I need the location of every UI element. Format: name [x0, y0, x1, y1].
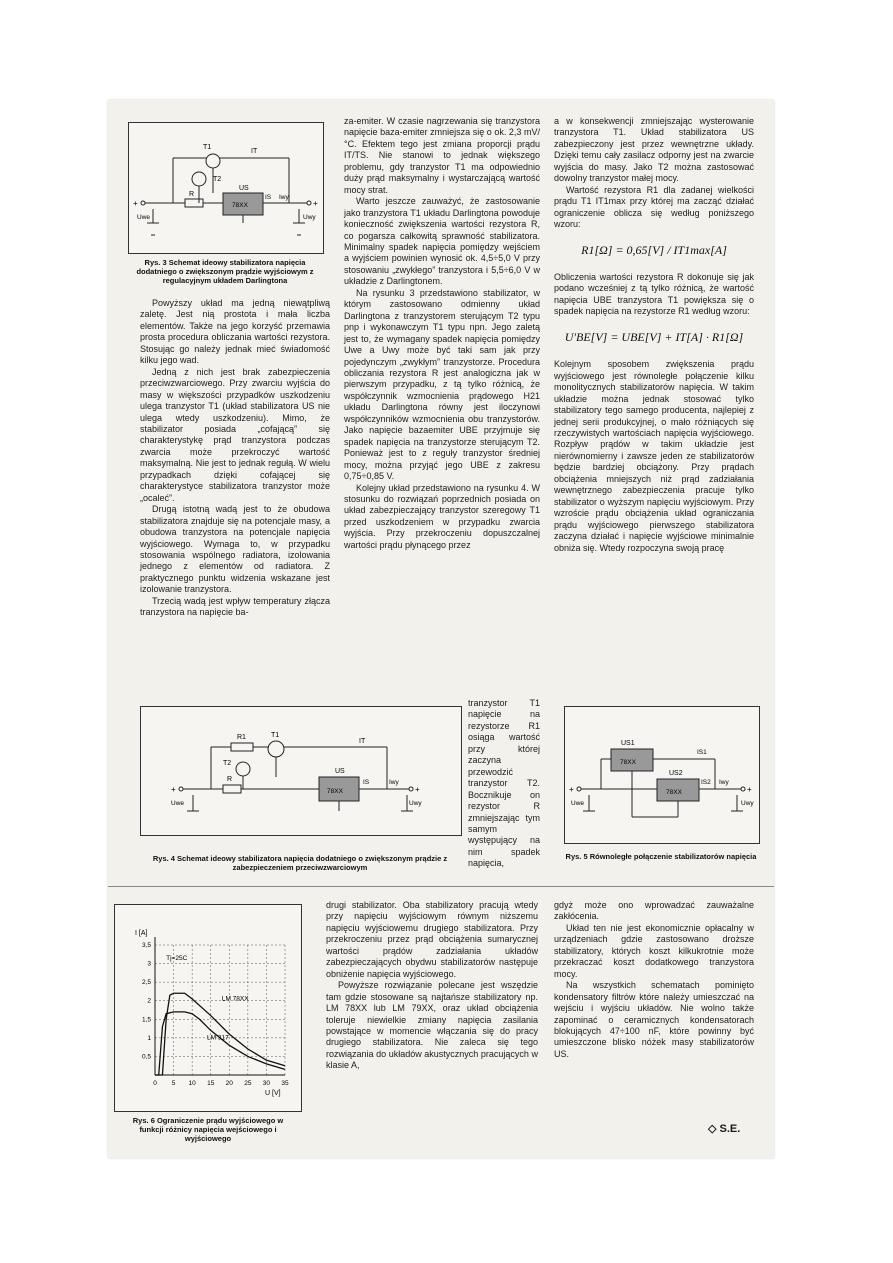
- formula-ube: U'BE[V] = UBE[V] + IT[A] · R1[Ω]: [564, 329, 744, 344]
- chart-x-tick-label: 10: [188, 1080, 196, 1087]
- fig3-label-uwy: Uwy: [303, 214, 316, 221]
- chart-x-tick-label: 15: [207, 1080, 215, 1087]
- col3-paragraph: Obliczenia wartości rezystora R dokonuje się jak podano wcześniej z tą tylko różnicą, że wartość napięcia UBE tranzystora T1 powiększa się o spadek napięcia na rezystorze R1 według wzoru:: [554, 271, 754, 317]
- fig4-label-it: IT: [359, 738, 366, 745]
- fig3-label-plus-in: +: [133, 199, 138, 208]
- fig4-label-r1: R1: [237, 734, 246, 741]
- figure-4: [140, 706, 462, 836]
- figure-6: [114, 904, 302, 1112]
- col2-paragraph: Na rysunku 3 przedstawiono stabilizator, w którym zastosowano odmienny układ Darlingtona z tranzystorem sterującym T2 typu pnp i wykonawczym T1 typu npn. Jego zaletą jest to, że wymagany spadek napięcia pomiędzy Uwe a Uwy może być taki sam jak przy pojedynczym „zwykłym” tranzystorze. Procedura obliczania rezystora R jest analogiczna jak w pierwszym przypadku, z tą tylko różnicą, że współczynnik wzmocnienia prądowego H21 układu Darlingtona równy jest iloczynowi współczynników wzmocnienia obu tranzystorów. Jako napięcie bazaemiter UBE przyjmuje się spadek napięcia na tranzystorze sterującym T2. Ponieważ jest to z reguły tranzystor średniej mocy, można przyjąć jego UBE z zakresu 0,75÷0,85 V.: [344, 287, 540, 482]
- chart-y-tick-label: 0,5: [141, 1053, 151, 1061]
- fig4-label-t2: T2: [223, 760, 232, 767]
- chart-y-tick-label: 1,5: [141, 1016, 151, 1024]
- col1-paragraph: Jedną z nich jest brak zabezpieczenia przeciwzwarciowego. Przy zwarciu wyjścia do masy w większości przypadków uszkodzeniu ulega tranzystor T1 (układ stabilizatora US nie ulega wtedy uszkodzeniu). Mimo, że stabilizator posiada „cofającą” się charakterystykę prąd tranzystora podczas zwarcia może przekroczyć wartość maksymalną. Nie jest to jednak regułą. W wielu przypadkach dzięki cofającej się charakterystyce stabilizatora tranzystor może „ocaleć”.: [140, 366, 330, 503]
- formula-r1: R1[Ω] = 0,65[V] / IT1max[A]: [581, 242, 727, 257]
- fig4-label-plus-in: +: [171, 785, 176, 794]
- fig4-label-t1: T1: [271, 732, 280, 739]
- section-divider: [108, 886, 774, 887]
- magazine-page: [108, 100, 774, 1158]
- fig3-label-is: IS: [265, 194, 272, 201]
- chart-x-tick-label: 35: [281, 1080, 289, 1087]
- figure-3-schematic: [129, 123, 323, 253]
- col1-paragraph: Drugą istotną wadą jest to że obudowa stabilizatora znajduje się na potencjale masy, a obudowa tranzystora na potencjale napięcia wyjściowego. Wymaga to, w przypadku stosowania wspólnego radiatora, izolowania jednego z elementów od radiatora. Z praktycznego punktu widzenia wskazane jest izolowanie tranzystora.: [140, 504, 330, 595]
- figure-4-schematic: [141, 707, 461, 835]
- col3-paragraph: Kolejnym sposobem zwiększenia prądu wyjściowego jest równoległe połączenie kilku monolitycznych stabilizatorów napięcia. W takim układzie można jednak stosować tylko stabilizatory tego samego producenta, najlepiej z jednej serii produkcyjnej, o mało różniących się rzeczywistych wartościach napięcia wyjściowego. Rozpływ prądów w takim układzie jest nierównomierny i zawsze jeden ze stabilizatorów będzie bardziej obciążony. Przy prądach obciążenia mniejszych niż prąd zadziałania wewnętrznego zabezpieczenia pracuje tylko stabilizator o wyższym napięciu wyjściowym. Przy wzroście prądu obciążenia układ ograniczania prądu wyjściowego pierwszego stabilizatora zaczyna działać i napięcie wyjściowe minimalnie obniża się. Wtedy rozpoczyna swoją pracę: [554, 359, 754, 553]
- col2-paragraph: za-emiter. W czasie nagrzewania się tranzystora napięcie baza-emiter zmniejsza się o ok. 2,3 mV/°C. Efektem tego jest zmiana proporcji prądu IT/TS. Nie stanowi to jednak większego problemu, gdy tranzystor T1 ma odpowiednio duży prąd maksymalny i wystarczającą wartość mocy strat.: [344, 116, 540, 195]
- chart-y-axis-label: I [A]: [135, 930, 148, 937]
- column-3: [554, 116, 754, 554]
- chart-x-tick-label: 5: [171, 1080, 176, 1087]
- col5-paragraph: Na wszystkich schematach pominięto kondensatory filtrów które należy umieszczać na wejściu i wyjściu układów. Nie wolno także zapominać o ceramicznych kondensatorach blokujących 47÷100 nF, które powinny być umieszczone blisko nóżek masy stabilizatorów US.: [554, 980, 754, 1059]
- col5-paragraph: Układ ten nie jest ekonomicznie opłacalny w urządzeniach gdzie zastosowano droższe stabilizatory, których koszt kilkukrotnie może przekraczać koszt dodatkowego tranzystora mocy.: [554, 922, 754, 979]
- fig5-label-us1: US1: [621, 740, 635, 747]
- col2-paragraph: Warto jeszcze zauważyć, że zastosowanie jako tranzystora T1 układu Darlingtona powoduje konieczność zwiększenia wartości rezystora R, co pogarsza całkowitą sprawność stabilizatora. Minimalny spadek napięcia pomiędzy wejściem a wyjściem powinien wynosić ok. 4,5÷5,0 V przy stosowaniu „zwykłego” tranzystora i 5,5÷6,0 V w układzie z Darlingtonem.: [344, 196, 540, 287]
- chart-series-label: LM 317: [207, 1034, 229, 1042]
- fig3-label-it: IT: [251, 148, 258, 155]
- fig4-label-us: US: [335, 768, 345, 775]
- col3-paragraph: Wartość rezystora R1 dla zadanej wielkości prądu T1 IT1max przy której ma zacząć działać ograniczenie oblicza się według poniższego wzoru:: [554, 184, 754, 230]
- chart-x-tick-label: 30: [262, 1080, 271, 1087]
- fig3-label-uwe: Uwe: [137, 214, 151, 221]
- fig4-label-uwe: Uwe: [171, 800, 185, 807]
- chart-series-line: [155, 1012, 285, 1075]
- chart-y-tick-label: 2: [147, 997, 151, 1005]
- fig4-label-iwy: Iwy: [389, 779, 399, 786]
- figure-5-caption: Rys. 5 Równoległe połączenie stabilizatorów napięcia: [565, 852, 757, 861]
- chart-x-axis-label: U [V]: [265, 1090, 281, 1097]
- fig5-label-uwe: Uwe: [571, 800, 585, 807]
- col3-paragraph: a w konsekwencji zmniejszając wysterowanie tranzystora T1. Układ stabilizatora US zabezpieczony jest przez wewnętrzne układy. Dzięki temu cały zasilacz odporny jest na zwarcie wyjścia do masy. Jako T2 można zastosować dowolny tranzystor małej mocy.: [554, 116, 754, 184]
- fig5-label-is1: IS1: [697, 749, 707, 756]
- fig4-label-chip: 78XX: [327, 788, 343, 795]
- fig4-label-is: IS: [363, 779, 370, 786]
- col4-paragraph: Powyższe rozwiązanie polecane jest wszędzie tam gdzie stosowane są najtańsze stabilizatory np. LM 78XX lub LM 79XX, oraz układ obciążenia toleruje niewielkie zmiany napięcia zasilania powstające w momencie włączania się do pracy drugiego stabilizatora. Nie zaleca się tego rozwiązania do układów akustycznych pracujących w klasie A,: [326, 980, 538, 1071]
- fig3-label-t1: T1: [203, 144, 212, 151]
- fig5-label-chip1: 78XX: [620, 759, 636, 766]
- fig4-label-plus-out: +: [415, 785, 420, 794]
- column-2: [344, 116, 540, 551]
- fig3-label-r: R: [189, 191, 195, 198]
- fig3-label-chip: 78XX: [232, 202, 248, 209]
- chart-x-tick-label: 25: [244, 1080, 252, 1087]
- column-5: [554, 900, 754, 1060]
- fig5-label-uwy: Uwy: [741, 800, 754, 807]
- fig5-label-is2: IS2: [701, 779, 711, 786]
- chart-series-label: LM 78XX: [221, 995, 249, 1003]
- chart-y-tick-label: 1: [147, 1034, 151, 1042]
- chart-y-tick-label: 2,5: [141, 979, 151, 987]
- col1-paragraph: Trzecią wadą jest wpływ temperatury złącza tranzystora na napięcie ba-: [140, 595, 330, 618]
- fig5-label-iwy: Iwy: [719, 779, 729, 786]
- chart-y-tick-label: 3,5: [141, 942, 151, 949]
- chart-x-tick-label: 20: [225, 1080, 233, 1087]
- fig5-label-chip2: 78XX: [666, 789, 682, 796]
- column-2-continuation: tranzystor T1 napięcie na rezystorze R1 osiąga wartość przy której zaczyna przewodzić tranzystor T2. Bocznikuje on rezystor R zmniejszając tym samym występujący na nim spadek napięcia,: [468, 698, 540, 869]
- chart-annotation: Tj=25C: [166, 954, 188, 962]
- chart-x-tick-label: 0: [153, 1080, 157, 1087]
- fig4-label-uwy: Uwy: [409, 800, 422, 807]
- figure-6-caption: Rys. 6 Ograniczenie prądu wyjściowego w funkcji różnicy napięcia wejściowego i wyjściowego: [132, 1116, 284, 1143]
- col2-paragraph: Kolejny układ przedstawiono na rysunku 4. W stosunku do rozwiązań poprzednich posiada on układ zabezpieczający tranzystor szeregowy T1 przed uszkodzeniem w przypadku zwarcia wyjścia. Przy przekroczeniu dopuszczalnej wartości prądu płynącego przez: [344, 482, 540, 550]
- fig3-label-us: US: [239, 185, 249, 192]
- col4-paragraph: drugi stabilizator. Oba stabilizatory pracują wtedy przy napięciu wyjściowym równym niższemu napięciu wyjściowemu drugiego stabilizatora. Przy przekroczeniu przez prąd obciążenia sumarycznej wartości prądów zadziałania układów zabezpieczających obydwu stabilizatorów następuje obniżenie napięcia wyjściowego.: [326, 900, 538, 979]
- col1-paragraph: Powyższy układ ma jedną niewątpliwą zaletę. Jest nią prostota i mała liczba elementów. Także na jego korzyść przemawia prosta procedura obliczania wartości rezystora. Stosując go należy jednak mieć świadomość kilku jego wad.: [140, 298, 330, 366]
- column-1: [140, 298, 330, 619]
- fig5-label-plus-out: +: [747, 785, 752, 794]
- figure-3-caption: Rys. 3 Schemat ideowy stabilizatora napięcia dodatniego o zwiększonym prądzie wyjściowym z regulacyjnym układem Darlingtona: [136, 258, 314, 285]
- figure-3: [128, 122, 324, 254]
- figure-5-schematic: [565, 707, 759, 843]
- figure-6-chart: [115, 905, 301, 1111]
- fig5-label-plus-in: +: [569, 785, 574, 794]
- fig3-label-plus-out: +: [313, 199, 318, 208]
- fig5-label-us2: US2: [669, 770, 683, 777]
- column-4: [326, 900, 538, 1072]
- author-signature: ◇ S.E.: [708, 1123, 741, 1135]
- figure-5: [564, 706, 760, 844]
- figure-4-caption: Rys. 4 Schemat ideowy stabilizatora napięcia dodatniego o zwiększonym prądzie z zabezpieczeniem przeciwzwarciowym: [152, 854, 448, 872]
- fig3-label-iwy: Iwy: [279, 194, 289, 201]
- fig3-label-t2: T2: [213, 176, 222, 183]
- fig4-label-r: R: [227, 776, 233, 783]
- chart-y-tick-label: 3: [147, 960, 151, 968]
- col5-paragraph: gdyż może ono wprowadzać zauważalne zakłócenia.: [554, 900, 754, 922]
